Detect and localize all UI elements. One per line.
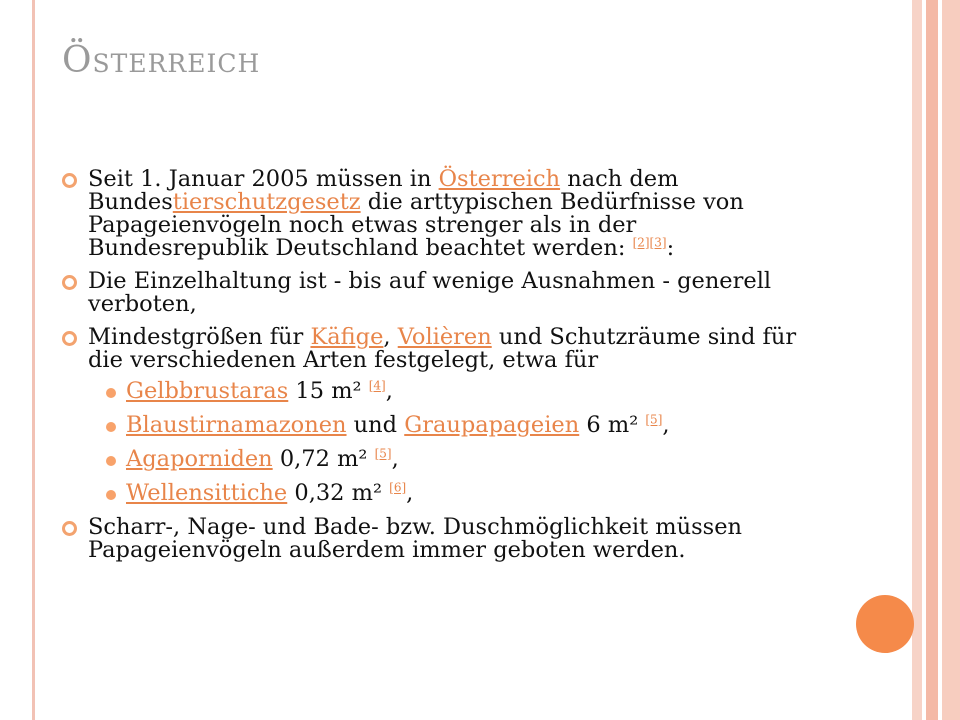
reference-link[interactable]: [2][3]: [632, 235, 667, 250]
text-segment: ,: [385, 378, 393, 404]
text-segment: ,: [662, 412, 670, 438]
text-segment: und Schutzräume sind für die verschiedenen Arten festgelegt, etwa für: [88, 324, 797, 373]
text-segment: ,: [406, 480, 414, 506]
bullet-item: [62, 516, 822, 562]
wiki-link[interactable]: Wellensittiche: [126, 480, 288, 506]
bullet-text: [88, 166, 744, 261]
text-segment: 0,72 m²: [272, 446, 375, 472]
wiki-link[interactable]: tierschutzgesetz: [172, 189, 361, 215]
bullet-text: [88, 268, 771, 317]
text-segment: Mindestgrößen für: [88, 324, 311, 350]
sub-bullet-text: [126, 446, 399, 472]
dot-bullet-icon: [106, 456, 116, 466]
text-segment: ,: [383, 324, 398, 350]
text-segment: Die Einzelhaltung ist - bis auf wenige Ausnahmen - generell verboten,: [88, 268, 772, 317]
wiki-link[interactable]: Österreich: [438, 166, 561, 192]
sub-bullet-list: [98, 380, 822, 505]
slide-content: [62, 168, 822, 572]
sub-bullet-text: [126, 412, 670, 438]
text-segment: und: [346, 412, 405, 438]
bullet-text: [88, 324, 796, 373]
ring-bullet-icon: [62, 521, 77, 536]
bullet-text: [88, 514, 742, 563]
reference-link[interactable]: [5]: [374, 446, 392, 461]
wiki-link[interactable]: Graupapageien: [404, 412, 580, 438]
wiki-link[interactable]: Volièren: [397, 324, 492, 350]
dot-bullet-icon: [106, 422, 116, 432]
text-segment: ,: [391, 446, 399, 472]
bullet-list: [62, 168, 822, 562]
sub-bullet-item: [98, 448, 822, 471]
text-segment: 0,32 m²: [287, 480, 390, 506]
text-segment: 15 m²: [288, 378, 369, 404]
text-segment: die arttypischen Bedürfnisse von Papageienvögeln noch etwas strenger als in der Bundesrepublik Deutschland beachtet werden:: [88, 189, 744, 261]
left-border-line: [32, 0, 35, 720]
text-segment: 6 m²: [579, 412, 646, 438]
sub-bullet-item: [98, 380, 822, 403]
ring-bullet-icon: [62, 331, 77, 346]
reference-link[interactable]: [5]: [645, 412, 663, 427]
wiki-link[interactable]: Agaporniden: [126, 446, 273, 472]
bullet-item: [62, 168, 822, 260]
text-segment: Scharr-, Nage- und Bade- bzw. Duschmöglichkeit müssen Papageienvögeln außerdem immer geboten werden.: [88, 514, 743, 563]
ring-bullet-icon: [62, 173, 77, 188]
wiki-link[interactable]: Käfige: [310, 324, 384, 350]
reference-link[interactable]: [6]: [389, 480, 407, 495]
text-segment: Seit 1. Januar 2005 müssen in: [88, 166, 439, 192]
ring-bullet-icon: [62, 275, 77, 290]
text-segment: :: [666, 235, 675, 261]
wiki-link[interactable]: Blaustirnamazonen: [126, 412, 347, 438]
dot-bullet-icon: [106, 490, 116, 500]
right-decorative-stripes: [912, 0, 960, 720]
sub-bullet-item: [98, 414, 822, 437]
bullet-item: [62, 270, 822, 316]
dot-bullet-icon: [106, 388, 116, 398]
slide-title: Österreich: [62, 40, 261, 81]
text-segment: nach dem Bundes: [88, 166, 679, 215]
bullet-item: [62, 326, 822, 505]
reference-link[interactable]: [4]: [368, 378, 386, 393]
sub-bullet-item: [98, 482, 822, 505]
sub-bullet-text: [126, 378, 393, 404]
decorative-orange-circle: [856, 595, 914, 653]
sub-bullet-text: [126, 480, 413, 506]
wiki-link[interactable]: Gelbbrustaras: [126, 378, 289, 404]
